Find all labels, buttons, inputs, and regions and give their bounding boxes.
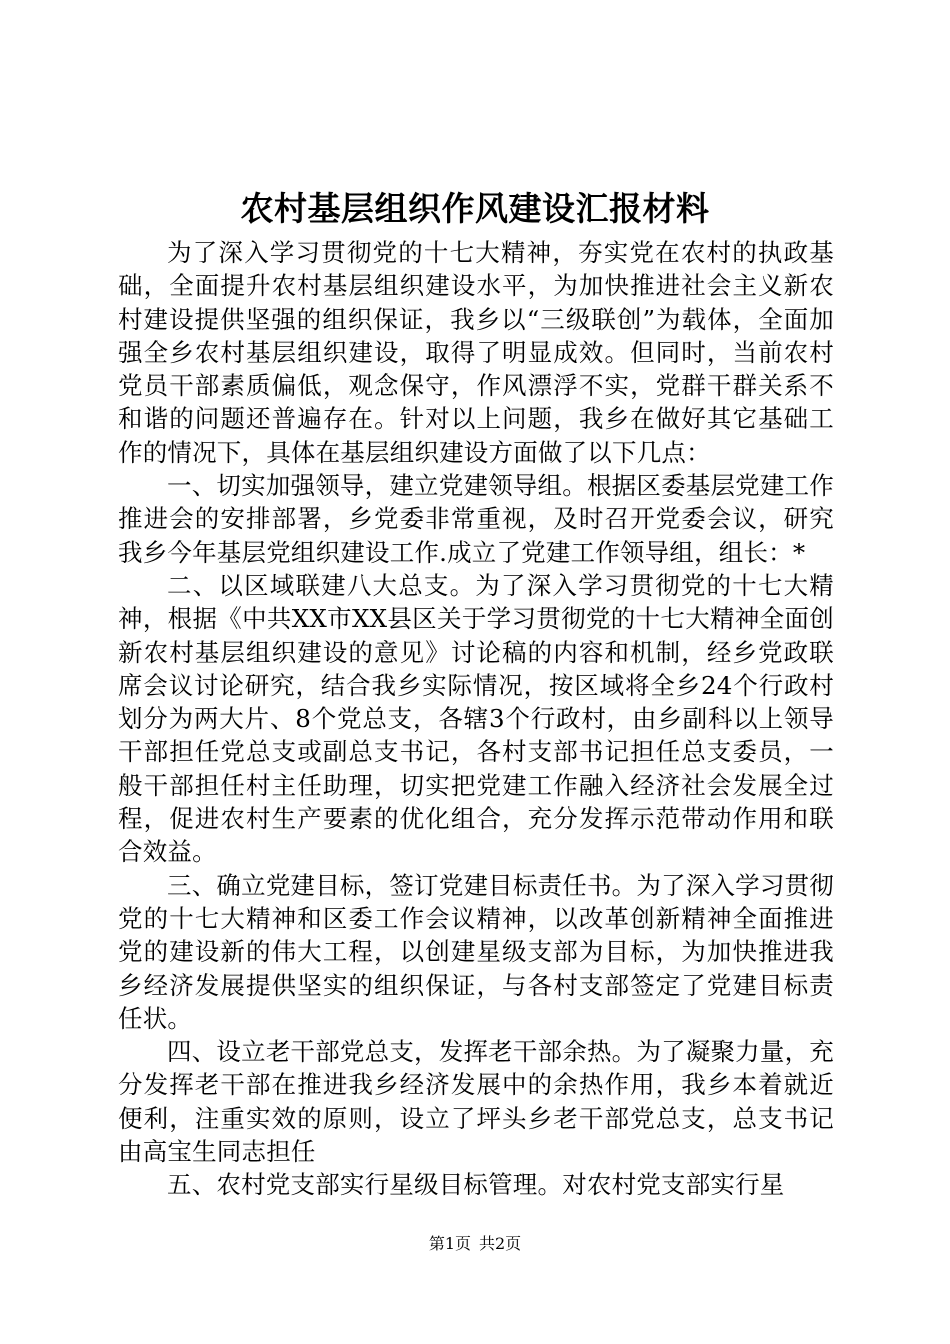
paragraph-intro: 为了深入学习贯彻党的十七大精神，夯实党在农村的执政基础，全面提升农村基层组织建设水平，为加快推进社会主义新农村建设提供坚强的组织保证，我乡以“三级联创”为载体，全面加强全乡农村基层组织建设，取得了明显成效。但同时，当前农村党员干部素质偏低，观念保守，作风漂浮不实，党群干群关系不和谐的问题还普遍存在。针对以上问题，我乡在做好其它基础工作的情况下，具体在基层组织建设方面做了以下几点： xyxy=(118,238,834,467)
paragraph-section-5: 五、农村党支部实行星级目标管理。对农村党支部实行星 xyxy=(167,1170,785,1200)
page-total: 共2页 xyxy=(479,1234,522,1253)
paragraph-section-4: 四、设立老干部党总支，发挥老干部余热。为了凝聚力量，充分发挥老干部在推进我乡经济发展中的余热作用，我乡本着就近便利，注重实效的原则，设立了坪头乡老干部党总支，总支书记由高宝生同志担任 xyxy=(118,1037,834,1167)
paragraph-section-2: 二、以区域联建八大总支。为了深入学习贯彻党的十七大精神，根据《中共XX市XX县区关于学习贯彻党的十七大精神全面创新农村基层组织建设的意见》讨论稿的内容和机制，经乡党政联席会议讨论研究，结合我乡实际情况，按区域将全乡24个行政村划分为两大片、8个党总支，各辖3个行政村，由乡副科以上领导干部担任党总支或副总支书记，各村支部书记担任总支委员，一般干部担任村主任助理，切实把党建工作融入经济社会发展全过程，促进农村生产要素的优化组合，充分发挥示范带动作用和联合效益。 xyxy=(118,570,834,867)
paragraph-section-1: 一、切实加强领导，建立党建领导组。根据区委基层党建工作推进会的安排部署，乡党委非常重视，及时召开党委会议，研究我乡今年基层党组织建设工作.成立了党建工作领导组，组长：* xyxy=(118,471,834,567)
paragraph-section-3: 三、确立党建目标，签订党建目标责任书。为了深入学习贯彻党的十七大精神和区委工作会议精神，以改革创新精神全面推进党的建设新的伟大工程，以创建星级支部为目标，为加快推进我乡经济发展提供坚实的组织保证，与各村支部签定了党建目标责任状。 xyxy=(118,870,834,1033)
page-number: 第1页 xyxy=(428,1234,471,1253)
document-body xyxy=(118,236,834,1202)
page-footer xyxy=(0,1232,950,1256)
document-title: 农村基层组织作风建设汇报材料 xyxy=(240,189,710,228)
